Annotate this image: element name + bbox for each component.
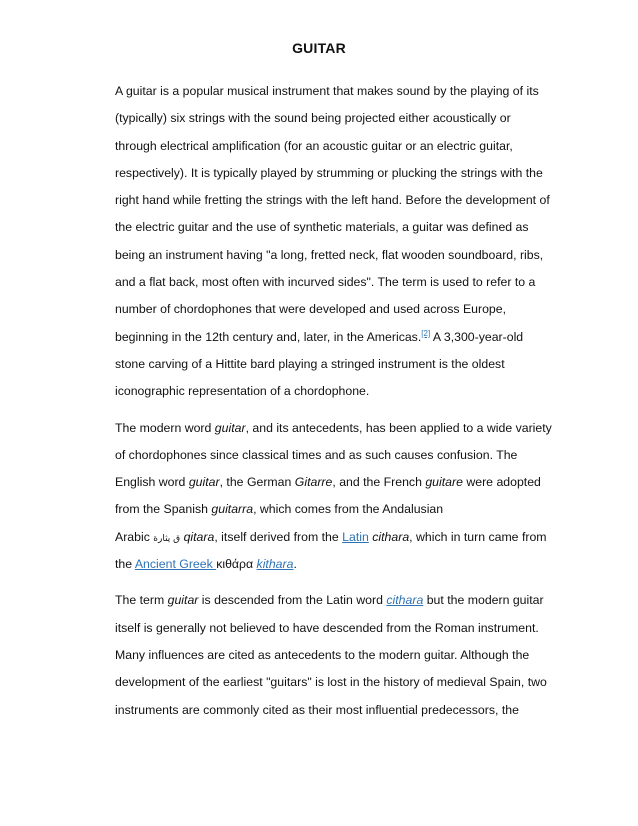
ancient-greek-link[interactable]: Ancient Greek [134, 557, 217, 572]
text-run: , the German [219, 475, 295, 490]
italic-term: qitara [180, 529, 215, 544]
text-line [115, 469, 565, 496]
text-run: from the Spanish [115, 502, 212, 517]
text-run: The modern word [115, 420, 215, 435]
text-line: respectively). It is typically played by strumming or plucking the strings with the [115, 165, 543, 180]
text-line: number of chordophones that were developed and used across Europe, [115, 302, 507, 317]
text-run: κιθάρα [216, 557, 257, 572]
italic-term: Gitarre [294, 475, 333, 490]
text-line: right hand while fretting the strings with the left hand. Before the development of [115, 193, 550, 208]
text-line [115, 496, 565, 523]
text-line: development of the earliest "guitars" is lost in the history of medieval Spain, two [115, 675, 547, 690]
text-run: , and its antecedents, has been applied to a wide variety [245, 420, 552, 435]
text-line: A guitar is a popular musical instrument that makes sound by the playing of its [115, 84, 539, 98]
text-run: the [115, 557, 135, 572]
latin-link[interactable]: Latin [342, 529, 369, 544]
text-run: . [293, 557, 297, 572]
text-line [115, 415, 565, 442]
text-run: , itself derived from the [214, 529, 343, 544]
italic-term: guitare [425, 475, 463, 490]
text-run: , which comes from the Andalusian [253, 502, 444, 517]
text-run: beginning in the 12th century and, later, in the Americas. [115, 329, 422, 344]
document-body [115, 78, 565, 733]
italic-term: guitar [167, 593, 199, 608]
text-run: were adopted [462, 475, 541, 490]
text-line: stone carving of a Hittite bard playing a stringed instrument is the oldest [115, 356, 505, 371]
italic-term: cithara [372, 529, 410, 544]
text-line: and a flat back, most often with incurved sides". The term is used to refer to a [115, 275, 536, 290]
text-run: A 3,300-year-old [430, 329, 524, 344]
paragraph-descent [115, 587, 565, 723]
paragraph-intro [115, 78, 565, 406]
text-line: itself is generally not believed to have descended from the Roman instrument. [115, 620, 539, 635]
text-run: , and the French [332, 475, 426, 490]
text-run: Arabic [115, 529, 154, 544]
citation-link[interactable]: [2] [421, 328, 431, 338]
text-run: The term [115, 593, 168, 608]
text-run: is descended from the Latin word [198, 593, 387, 608]
arabic-term: ق يثارة [153, 533, 181, 544]
text-line: through electrical amplification (for an acoustic guitar or an electric guitar, [115, 138, 513, 153]
text-line: iconographic representation of a chordophone. [115, 384, 370, 399]
text-line: of chordophones since classical times and as such causes confusion. The [115, 447, 518, 462]
text-line: Many influences are cited as antecedents to the modern guitar. Although the [115, 647, 530, 662]
text-line [115, 587, 565, 614]
text-line [115, 324, 565, 351]
cithara-link[interactable]: cithara [386, 593, 424, 608]
text-line [115, 524, 565, 551]
text-line: being an instrument having "a long, fretted neck, flat wooden soundboard, ribs, [115, 247, 544, 262]
italic-term: guitar [214, 420, 246, 435]
text-line: instruments are commonly cited as their most influential predecessors, the [115, 702, 519, 717]
text-line: the electric guitar and the use of synthetic materials, a guitar was defined as [115, 220, 529, 235]
paragraph-etymology [115, 415, 565, 579]
text-line [115, 551, 565, 578]
text-run: but the modern guitar [423, 593, 544, 608]
italic-term: guitarra [211, 502, 254, 517]
document-title: GUITAR [292, 40, 346, 56]
text-line: (typically) six strings with the sound being projected either acoustically or [115, 111, 511, 126]
kithara-link[interactable]: kithara [256, 557, 294, 572]
italic-term: guitar [188, 475, 220, 490]
text-run: , which in turn came from [409, 529, 547, 544]
text-run: English word [115, 475, 189, 490]
